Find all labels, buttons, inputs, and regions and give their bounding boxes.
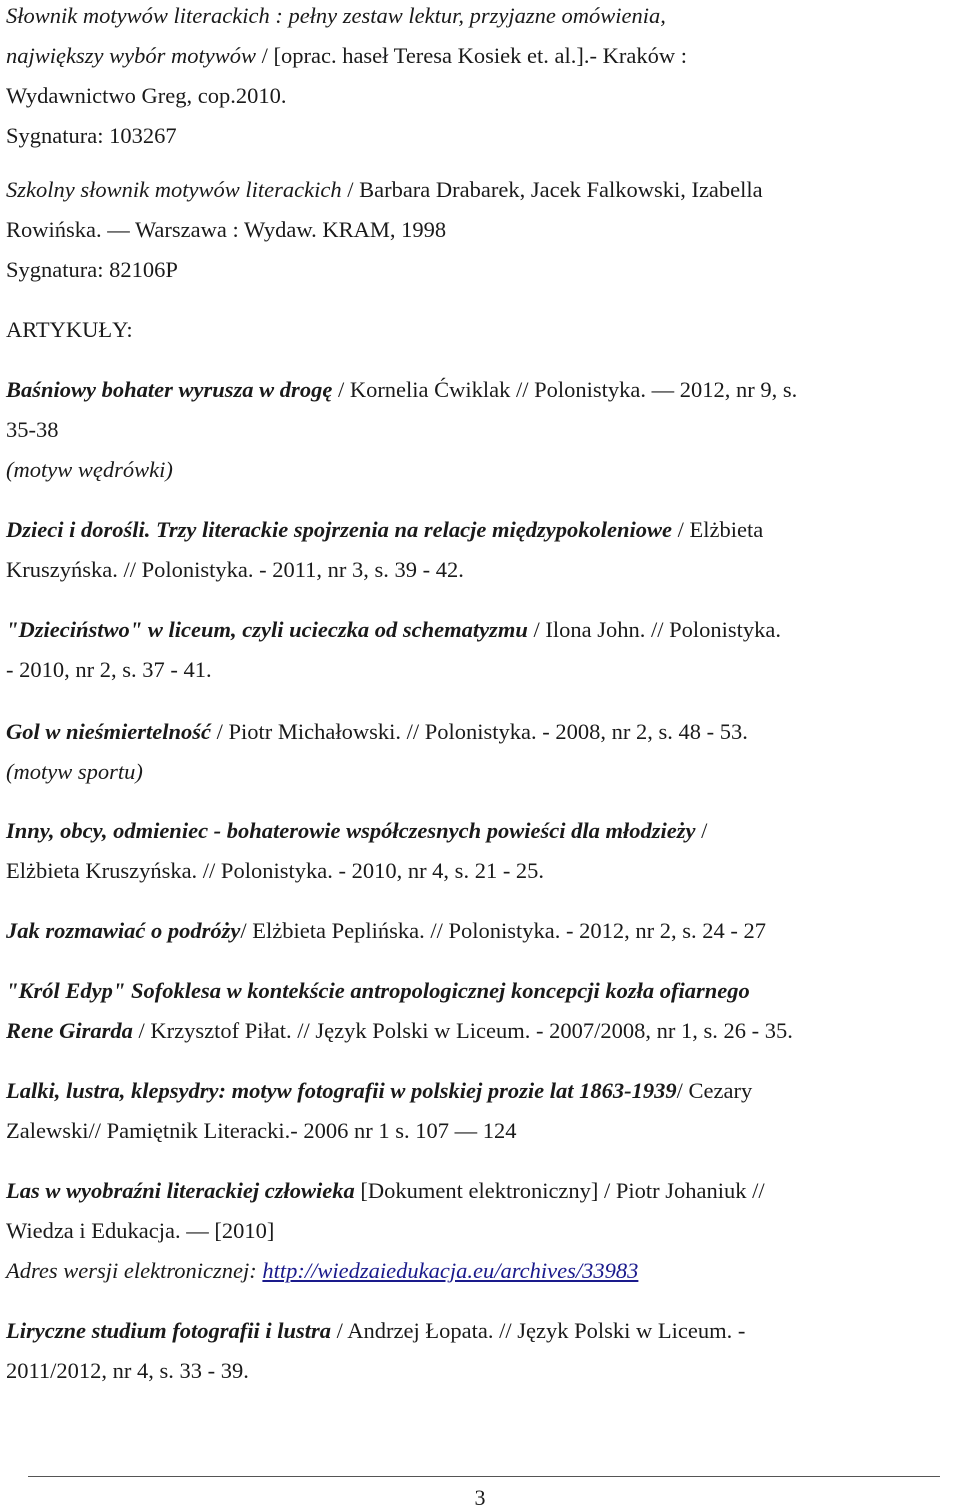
article-details: / Krzysztof Piłat. // Język Polski w Liceum. - 2007/2008, nr 1, s. 26 - 35. [132, 1018, 793, 1043]
entry-title: największy wybór motywów [6, 43, 256, 68]
entry-details: / Barbara Drabarek, Jacek Falkowski, Izabella [341, 177, 763, 202]
bibliography-entry [6, 0, 687, 156]
article-title: Gol w nieśmiertelność [6, 719, 212, 744]
article-title: Liryczne studium fotografii i lustra [6, 1318, 332, 1343]
article-details: / Kornelia Ćwiklak // Polonistyka. — 2012, nr 9, s. [332, 377, 798, 402]
article-details: [Dokument elektroniczny] / Piotr Johaniuk // [354, 1178, 765, 1203]
section-heading: ARTYKUŁY: [6, 317, 133, 342]
entry-title: Szkolny słownik motywów literackich [6, 177, 342, 202]
article-details: 35-38 [6, 417, 59, 442]
electronic-address-label: Adres wersji elektronicznej: [6, 1258, 263, 1283]
article-title: Rene Girarda [6, 1018, 133, 1043]
article-details: / Elżbieta Peplińska. // Polonistyka. - 2012, nr 2, s. 24 - 27 [240, 918, 766, 943]
bibliography-entry [6, 170, 763, 290]
article-entry [6, 811, 707, 891]
article-details: / Piotr Michałowski. // Polonistyka. - 2008, nr 2, s. 48 - 53. [211, 719, 748, 744]
article-title: Inny, obcy, odmieniec - bohaterowie współczesnych powieści dla młodzieży [6, 818, 696, 843]
motif-note: (motyw sportu) [6, 759, 143, 784]
article-title: Trzy literackie spojrzenia na relacje międzypokoleniowe [150, 517, 672, 542]
entry-details: Rowińska. — Warszawa : Wydaw. KRAM, 1998 [6, 217, 447, 242]
motif-note: (motyw wędrówki) [6, 457, 173, 482]
article-title: Baśniowy bohater wyrusza w drogę [6, 377, 333, 402]
article-title: Jak rozmawiać o podróży [6, 918, 241, 943]
article-title: "Dzieciństwo" w liceum, czyli ucieczka od schematyzmu [6, 617, 528, 642]
article-details: - 2010, nr 2, s. 37 - 41. [6, 657, 212, 682]
article-details: / Elżbieta [671, 517, 764, 542]
article-details: / [695, 818, 708, 843]
article-title: Dzieci i dorośli. [6, 517, 151, 542]
entry-title: Słownik motywów literackich : pełny zestaw lektur, przyjazne omówienia, [6, 3, 666, 28]
footer-divider [28, 1476, 940, 1477]
article-title: "Król Edyp" Sofoklesa w kontekście antropologicznej koncepcji kozła ofiarnego [6, 978, 750, 1003]
article-details: 2011/2012, nr 4, s. 33 - 39. [6, 1358, 249, 1383]
article-details: Zalewski// Pamiętnik Literacki.- 2006 nr 1 s. 107 — 124 [6, 1118, 517, 1143]
entry-details: / [oprac. haseł Teresa Kosiek et. al.].- Kraków : [255, 43, 687, 68]
article-entry [6, 1071, 752, 1151]
electronic-address-link[interactable]: http://wiedzaiedukacja.eu/archives/33983 [262, 1258, 639, 1283]
call-number: Sygnatura: 82106P [6, 257, 178, 282]
article-entry [6, 1311, 745, 1391]
article-title: Las w wyobraźni literackiej człowieka [6, 1178, 355, 1203]
article-entry [6, 610, 781, 690]
article-entry [6, 971, 793, 1051]
page-number: 3 [474, 1485, 486, 1510]
article-entry [6, 510, 763, 590]
article-details: Kruszyńska. // Polonistyka. - 2011, nr 3, s. 39 - 42. [6, 557, 464, 582]
article-details: / Cezary [676, 1078, 753, 1103]
article-details: Wiedza i Edukacja. — [2010] [6, 1218, 275, 1243]
article-details: / Ilona John. // Polonistyka. [527, 617, 781, 642]
article-entry [6, 712, 748, 792]
article-entry [6, 370, 797, 490]
article-entry [6, 1171, 765, 1291]
article-title: Lalki, lustra, klepsydry: motyw fotografii w polskiej prozie lat 1863-1939 [6, 1078, 677, 1103]
call-number: Sygnatura: 103267 [6, 123, 177, 148]
article-details: Elżbieta Kruszyńska. // Polonistyka. - 2010, nr 4, s. 21 - 25. [6, 858, 545, 883]
article-entry [6, 911, 766, 951]
article-details: / Andrzej Łopata. // Język Polski w Liceum. - [331, 1318, 746, 1343]
entry-details: Wydawnictwo Greg, cop.2010. [6, 83, 287, 108]
